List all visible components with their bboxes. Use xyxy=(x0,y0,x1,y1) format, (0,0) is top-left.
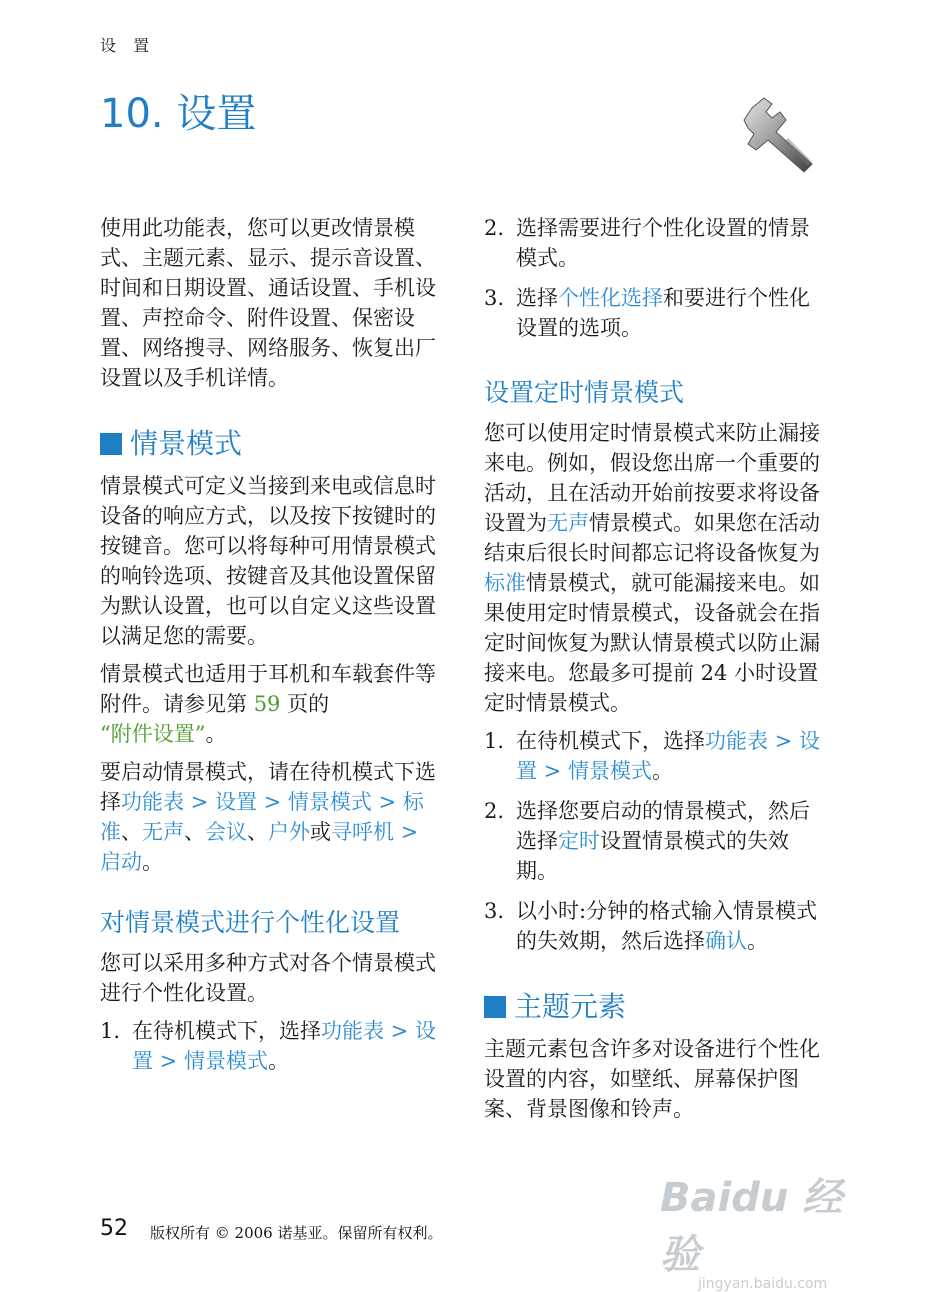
timed-paragraph: 您可以使用定时情景模式来防止漏接来电。例如，假设您出席一个重要的活动，且在活动开始前按要求将设备设置为无声情景模式。如果您在活动结束后很长时间都忘记将设备恢复为标准情景模式，就可能漏接来电。如果使用定时情景模式，设备就会在指定时间恢复为默认情景模式以防止漏接来电。您最多可提前 24 小时设置定时情景模式。 xyxy=(484,421,820,715)
page-ref-link[interactable]: 59 xyxy=(253,692,281,716)
activate-link[interactable]: 启动 xyxy=(100,850,142,874)
general-link[interactable]: 标准 xyxy=(484,571,526,595)
left-column xyxy=(100,213,445,1086)
personalize-paragraph: 您可以采用多种方式对各个情景模式进行个性化设置。 xyxy=(100,951,436,1005)
menu-link[interactable]: 功能表 xyxy=(121,790,184,814)
running-header: 设 置 xyxy=(100,36,156,55)
silent-link[interactable]: 无声 xyxy=(547,511,589,535)
menu-link[interactable]: 功能表 xyxy=(321,1019,384,1043)
section-heading-label: 情景模式 xyxy=(130,427,243,460)
right-column xyxy=(484,213,829,1132)
ok-link[interactable]: 确认 xyxy=(705,929,747,953)
list-item: 1. 在待机模式下，选择功能表 > 设置 > 情景模式。 xyxy=(100,1019,436,1073)
settings-link[interactable]: 设置 xyxy=(214,790,257,814)
list-item: 1. 在待机模式下，选择功能表 > 设置 > 情景模式。 xyxy=(484,729,820,783)
accessory-settings-link[interactable]: “附件设置” xyxy=(100,722,206,746)
timed-link[interactable]: 定时 xyxy=(558,829,600,853)
section-heading-label: 主题元素 xyxy=(514,990,627,1023)
settings-link[interactable]: 设置 xyxy=(132,1019,436,1073)
list-item: 3. 以小时:分钟的格式输入情景模式的失效期，然后选择确认。 xyxy=(484,899,818,953)
intro-paragraph: 使用此功能表，您可以更改情景模式、主题元素、显示、提示音设置、时间和日期设置、通话设置、手机设置、声控命令、附件设置、保密设置、网络搜寻、网络服务、恢复出厂设置以及手机详情。 xyxy=(100,216,436,390)
personalise-link[interactable]: 个性化选择 xyxy=(558,286,663,310)
profiles-paragraph: 情景模式可定义当接到来电或信息时设备的响应方式，以及按下按键时的按键音。您可以将每种可用情景模式的响铃选项、按键音及其他设置保留为默认设置，也可以自定义这些设置以满足您的需要。 xyxy=(100,474,436,648)
timed-steps xyxy=(484,726,829,956)
settings-link[interactable]: 设置 xyxy=(516,729,820,783)
list-item: 2. 选择您要启动的情景模式，然后选择定时设置情景模式的失效期。 xyxy=(484,799,810,883)
section-heading-themes xyxy=(484,990,829,1024)
outdoor-link[interactable]: 户外 xyxy=(268,820,310,844)
section-heading-profiles xyxy=(100,427,445,461)
activate-profile-paragraph: 要启动情景模式，请在待机模式下选择功能表 > 设置 > 情景模式 > 标准、无声、会议、户外或寻呼机 > 启动。 xyxy=(100,760,436,874)
page-number: 52 xyxy=(100,1216,128,1241)
themes-paragraph: 主题元素包含许多对设备进行个性化设置的内容，如壁纸、屏幕保护图案、背景图像和铃声。 xyxy=(484,1037,820,1121)
copyright-notice: 版权所有 © 2006 诺基亚。保留所有权利。 xyxy=(150,1224,443,1242)
wrench-icon xyxy=(742,94,820,176)
watermark-logo: Baidu 经验 xyxy=(660,1175,843,1278)
chapter-title: 10. 设置 xyxy=(100,91,257,137)
menu-link[interactable]: 功能表 xyxy=(705,729,768,753)
accessories-paragraph: 情景模式也适用于耳机和车载套件等附件。请参见第 59 页的 “附件设置”。 xyxy=(100,662,436,746)
section-square-icon xyxy=(484,996,506,1018)
subsection-heading-personalize: 对情景模式进行个性化设置 xyxy=(100,908,401,937)
personalize-steps-continued xyxy=(484,213,829,343)
meeting-link[interactable]: 会议 xyxy=(205,820,247,844)
watermark-url: jingyan.baidu.com xyxy=(698,1276,828,1292)
profiles-link[interactable]: 情景模式 xyxy=(567,759,652,783)
baidu-watermark xyxy=(660,1166,880,1292)
general-link[interactable]: 标准 xyxy=(100,790,424,844)
profiles-link[interactable]: 情景模式 xyxy=(183,1049,268,1073)
personalize-steps xyxy=(100,1016,445,1076)
list-item: 3. 选择个性化选择和要进行个性化设置的选项。 xyxy=(484,286,810,340)
section-square-icon xyxy=(100,433,122,455)
subsection-heading-timed: 设置定时情景模式 xyxy=(484,378,685,407)
list-item: 2. 选择需要进行个性化设置的情景模式。 xyxy=(484,216,810,270)
profiles-link[interactable]: 情景模式 xyxy=(287,790,372,814)
pager-link[interactable]: 寻呼机 xyxy=(331,820,394,844)
silent-link[interactable]: 无声 xyxy=(142,820,184,844)
